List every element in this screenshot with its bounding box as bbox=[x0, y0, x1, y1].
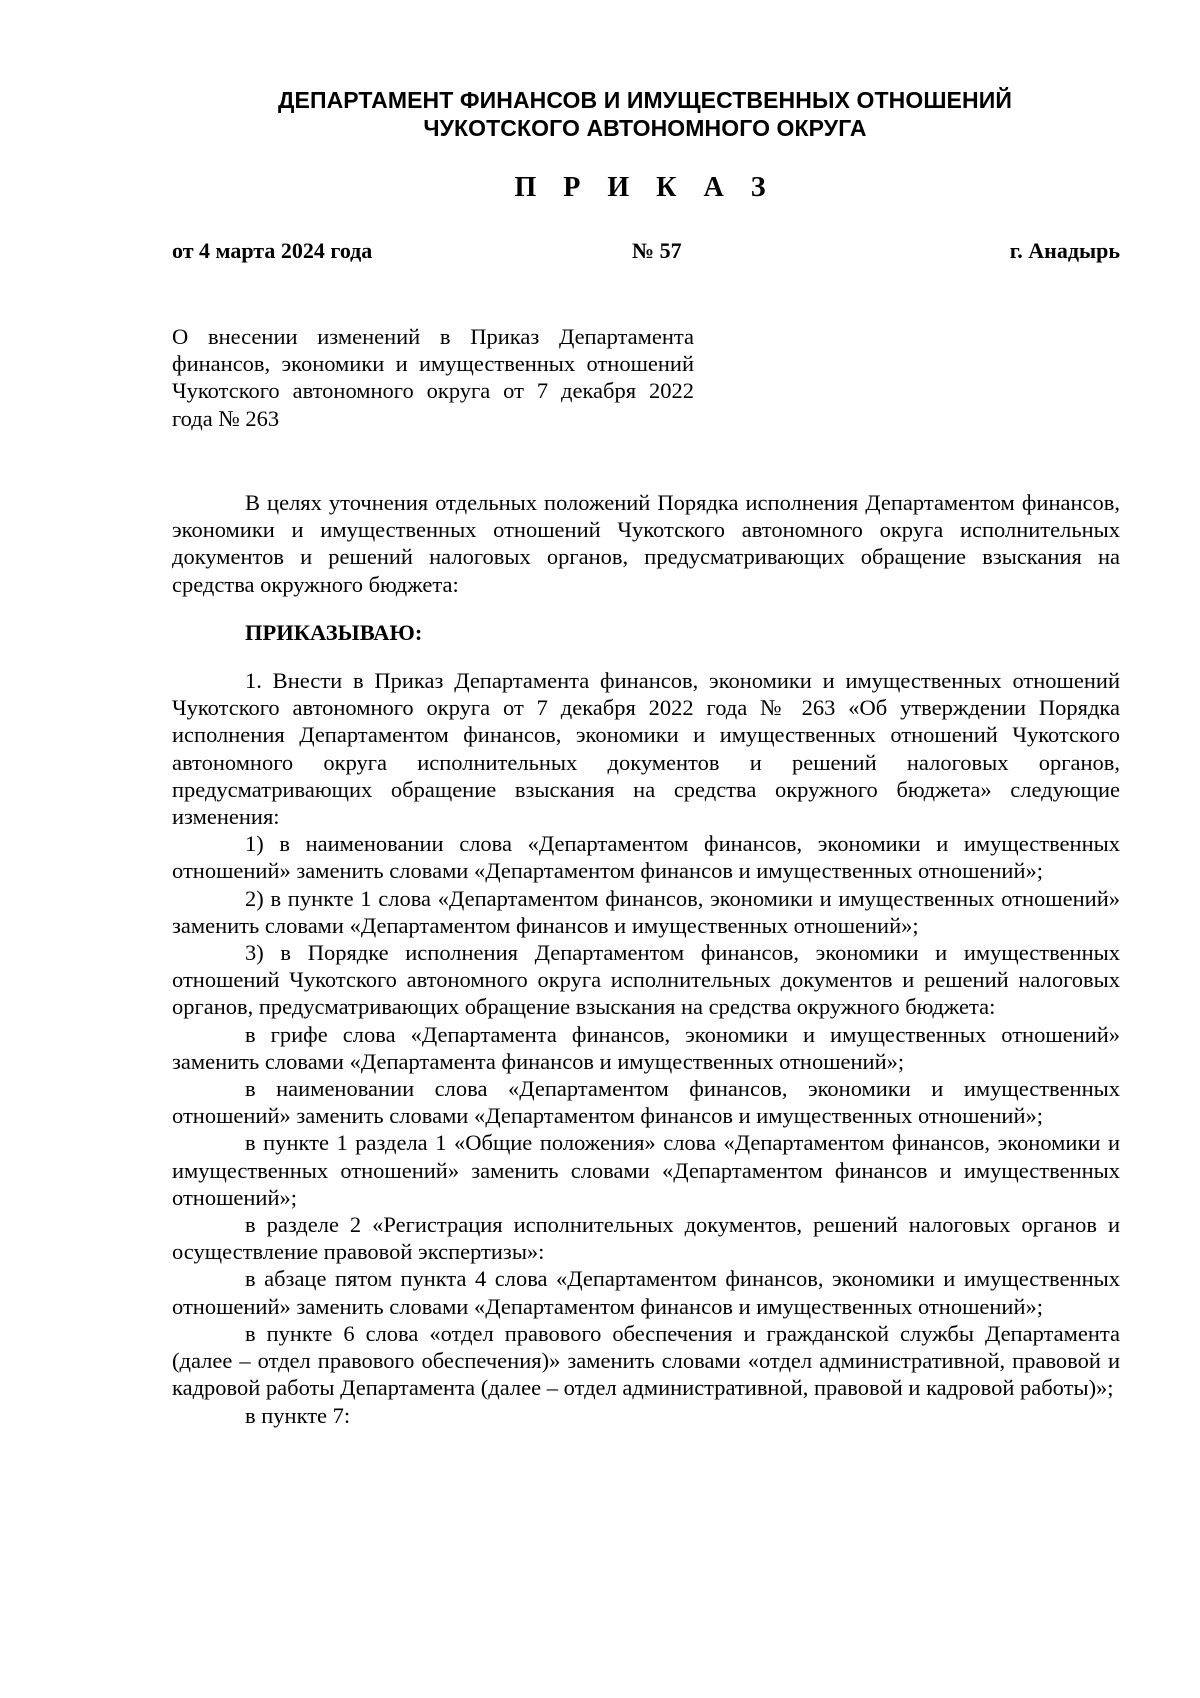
body-paragraph-3: 2) в пункте 1 слова «Департаментом финансов, экономики и имущественных отношений» заменить словами «Департаментом финансов и имущественных отношений»; bbox=[172, 885, 1120, 938]
document-body bbox=[172, 489, 1120, 1429]
body-paragraph-7: в пункте 1 раздела 1 «Общие положения» слова «Департаментом финансов, экономики и имущественных отношений» заменить словами «Департаментом финансов и имущественных отношений»; bbox=[172, 1130, 1120, 1210]
body-paragraph-8: в разделе 2 «Регистрация исполнительных документов, решений налоговых органов и осуществление правовой экспертизы»: bbox=[172, 1212, 1120, 1265]
document-meta-row bbox=[172, 238, 1120, 264]
department-name-line-1: ДЕПАРТАМЕНТ ФИНАНСОВ И ИМУЩЕСТВЕННЫХ ОТНОШЕНИЙ bbox=[278, 87, 1012, 113]
department-name-line-2: ЧУКОТСКОГО АВТОНОМНОГО ОКРУГА bbox=[423, 115, 867, 141]
document-subject: О внесении изменений в Приказ Департамента финансов, экономики и имущественных отношений Чукотского автономного округа от 7 декабря 2022 года № 263 bbox=[172, 324, 694, 431]
document-number: № 57 bbox=[632, 238, 682, 263]
body-paragraph-11: в пункте 7: bbox=[245, 1402, 351, 1428]
body-paragraph-9: в абзаце пятом пункта 4 слова «Департаментом финансов, экономики и имущественных отношений» заменить словами «Департаментом финансов и имущественных отношений»; bbox=[172, 1266, 1120, 1319]
document-date: от 4 марта 2024 года bbox=[172, 238, 373, 263]
body-paragraph-2: 1) в наименовании слова «Департаментом финансов, экономики и имущественных отношений» заменить словами «Департаментом финансов и имущественных отношений»; bbox=[172, 831, 1120, 884]
body-paragraph-10: в пункте 6 слова «отдел правового обеспечения и гражданской службы Департамента (далее – отдел правового обеспечения)» заменить словами «отдел административной, правовой и кадровой работы Департамента (далее – отдел административной, правовой и кадровой работы)»; bbox=[172, 1320, 1120, 1401]
document-city: г. Анадырь bbox=[1009, 238, 1120, 263]
document-type-title: П Р И К А З bbox=[514, 172, 776, 203]
body-paragraph-6: в наименовании слова «Департаментом финансов, экономики и имущественных отношений» заменить словами «Департаментом финансов и имущественных отношений»; bbox=[172, 1076, 1120, 1129]
preamble-paragraph: В целях уточнения отдельных положений Порядка исполнения Департаментом финансов, экономики и имущественных отношений Чукотского автономного округа исполнительных документов и решений налоговых органов, предусматривающих обращение взыскания на средства окружного бюджета: bbox=[172, 490, 1120, 597]
body-paragraph-1: 1. Внести в Приказ Департамента финансов, экономики и имущественных отношений Чукотского автономного округа от 7 декабря 2022 года № 263 «Об утверждении Порядка исполнения Департаментом финансов, экономики и имущественных отношений Чукотского автономного округа исполнительных документов и решений налоговых органов, предусматривающих обращение взыскания на средства окружного бюджета» следующие изменения: bbox=[172, 668, 1120, 830]
order-word: ПРИКАЗЫВАЮ: bbox=[245, 619, 423, 645]
department-header bbox=[170, 86, 1120, 142]
body-paragraph-5: в грифе слова «Департамента финансов, экономики и имущественных отношений» заменить словами «Департамента финансов и имущественных отношений»; bbox=[172, 1021, 1120, 1074]
body-paragraph-4: 3) в Порядке исполнения Департаментом финансов, экономики и имущественных отношений Чукотского автономного округа исполнительных документов и решений налоговых органов, предусматривающих обращение взыскания на средства окружного бюджета: bbox=[172, 940, 1120, 1020]
